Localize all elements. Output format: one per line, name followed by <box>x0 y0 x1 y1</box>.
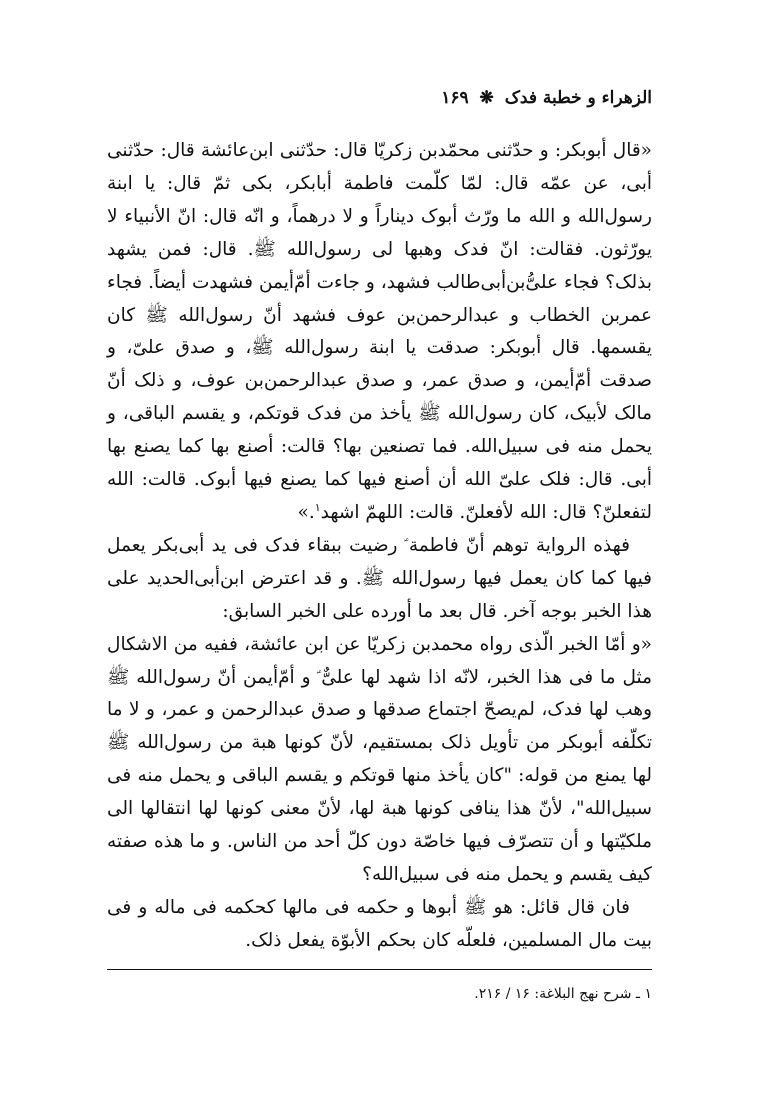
separator-ornament: ❋ <box>479 88 494 108</box>
main-text <box>107 135 652 958</box>
paragraph-4: فان قال قائل: هو ﷺ أبوها و حکمه فی مالها کحکمه فی ماله و فی بیت مال المسلمین، فلعلّه کان بحکم الأبوّة یفعل ذلک. <box>107 896 652 951</box>
footnote-marker: ۱ <box>314 500 321 514</box>
quote-text-1: «قال أبوبکر: و حدّثنی محمّدبن زکریّا قال: حدّثنی ابن‌عائشة قال: حدّثنی أبی، عن عمّه قال: لمّا کلّمت فاطمة أبابکر، بکی ثمّ قال: یا ابنة رسول‌الله و الله ما ورّث أبوک دیناراً و لا درهماً، و انّه قال: انّ الأنبیاء لا یورّثون. فقالت: انّ فدک وهبها لی رسول‌الله ﷺ. قال: فمن یشهد بذلک؟ فجاء علیُّ‌بن‌أبی‌طالب فشهد، و جاءت أمّ‌أیمن فشهدت أیضاً. فجاء عمربن الخطاب و عبدالرحمن‌بن عوف فشهد أنّ رسول‌الله ﷺ کان یقسمها. قال أبوبکر: صدقت یا ابنة رسول‌الله ﷺ، و صدق علیّ، و صدقت أمّ‌أیمن، و صدق عمر، و صدق عبدالرحمن‌بن عوف، و ذلک أنّ مالک لأبیک، کان رسول‌الله ﷺ یأخذ من فدک قوتکم، و یقسم الباقی، و یحمل منه فی سبیل‌الله. فما تصنعین بها؟ قالت: أصنع بها کما یصنع بها أبی. قال: فلک علیّ الله أن أصنع فیها کما یصنع فیها أبوک. قالت: الله لتفعلنّ؟ قال: الله لأفعلنّ. قالت: اللهمّ اشهد <box>107 140 652 523</box>
footnote-divider <box>107 969 652 970</box>
quote-paragraph-3: «و أمّا الخبر الّذی رواه محمدبن زکریّا عن ابن عائشة، ففیه من الاشکال مثل ما فی هذا الخبر، لانّه اذا شهد لها علیٌّ ؑ و أمّ‌أیمن أنّ رسول‌الله ﷺ وهب لها فدک، لم‌یصحّ اجتماع صدقها و صدق عبدالرحمن و عمر، و لا ما تکلّفه أبوبکر من تأویل ذلک بمستقیم، لأنّ کونها هبة من رسول‌الله ﷺ لها یمنع من قوله: "کان یأخذ منها قوتکم و یقسم الباقی و یحمل منه فی سبیل‌الله"، لأنّ هذا ینافی کونها هبة لها، لأنّ معنی کونها لها انتقالها الی ملکیّتها و أن تتصرّف فیها خاصّة دون کلّ أحد من الناس. و ما هذه صفته کیف یقسم و یحمل منه فی سبیل‌الله؟ <box>107 633 652 885</box>
running-header <box>441 88 652 108</box>
page-number: ۱۶۹ <box>441 88 469 108</box>
footnote-source: شرح نهج البلاغة: ۱۶ / ۲۱۶. <box>474 986 632 1002</box>
footnote-number: ۱ ـ <box>635 986 652 1002</box>
footnote <box>107 986 652 1002</box>
paragraph-2: فهذه الروایة توهم أنّ فاطمة ؑ رضیت ببقاء فدک فی ید أبی‌بکر یعمل فیها کما کان یعمل فیها رسول‌الله ﷺ. و قد اعترض ابن‌أبی‌الحدید علی هذا الخبر بوجه آخر. قال بعد ما أورده علی الخبر السابق: <box>107 534 652 622</box>
quote-close: .» <box>297 501 315 523</box>
book-title: الزهراء و خطبة فدک <box>504 88 652 108</box>
quote-paragraph-1 <box>107 135 652 530</box>
